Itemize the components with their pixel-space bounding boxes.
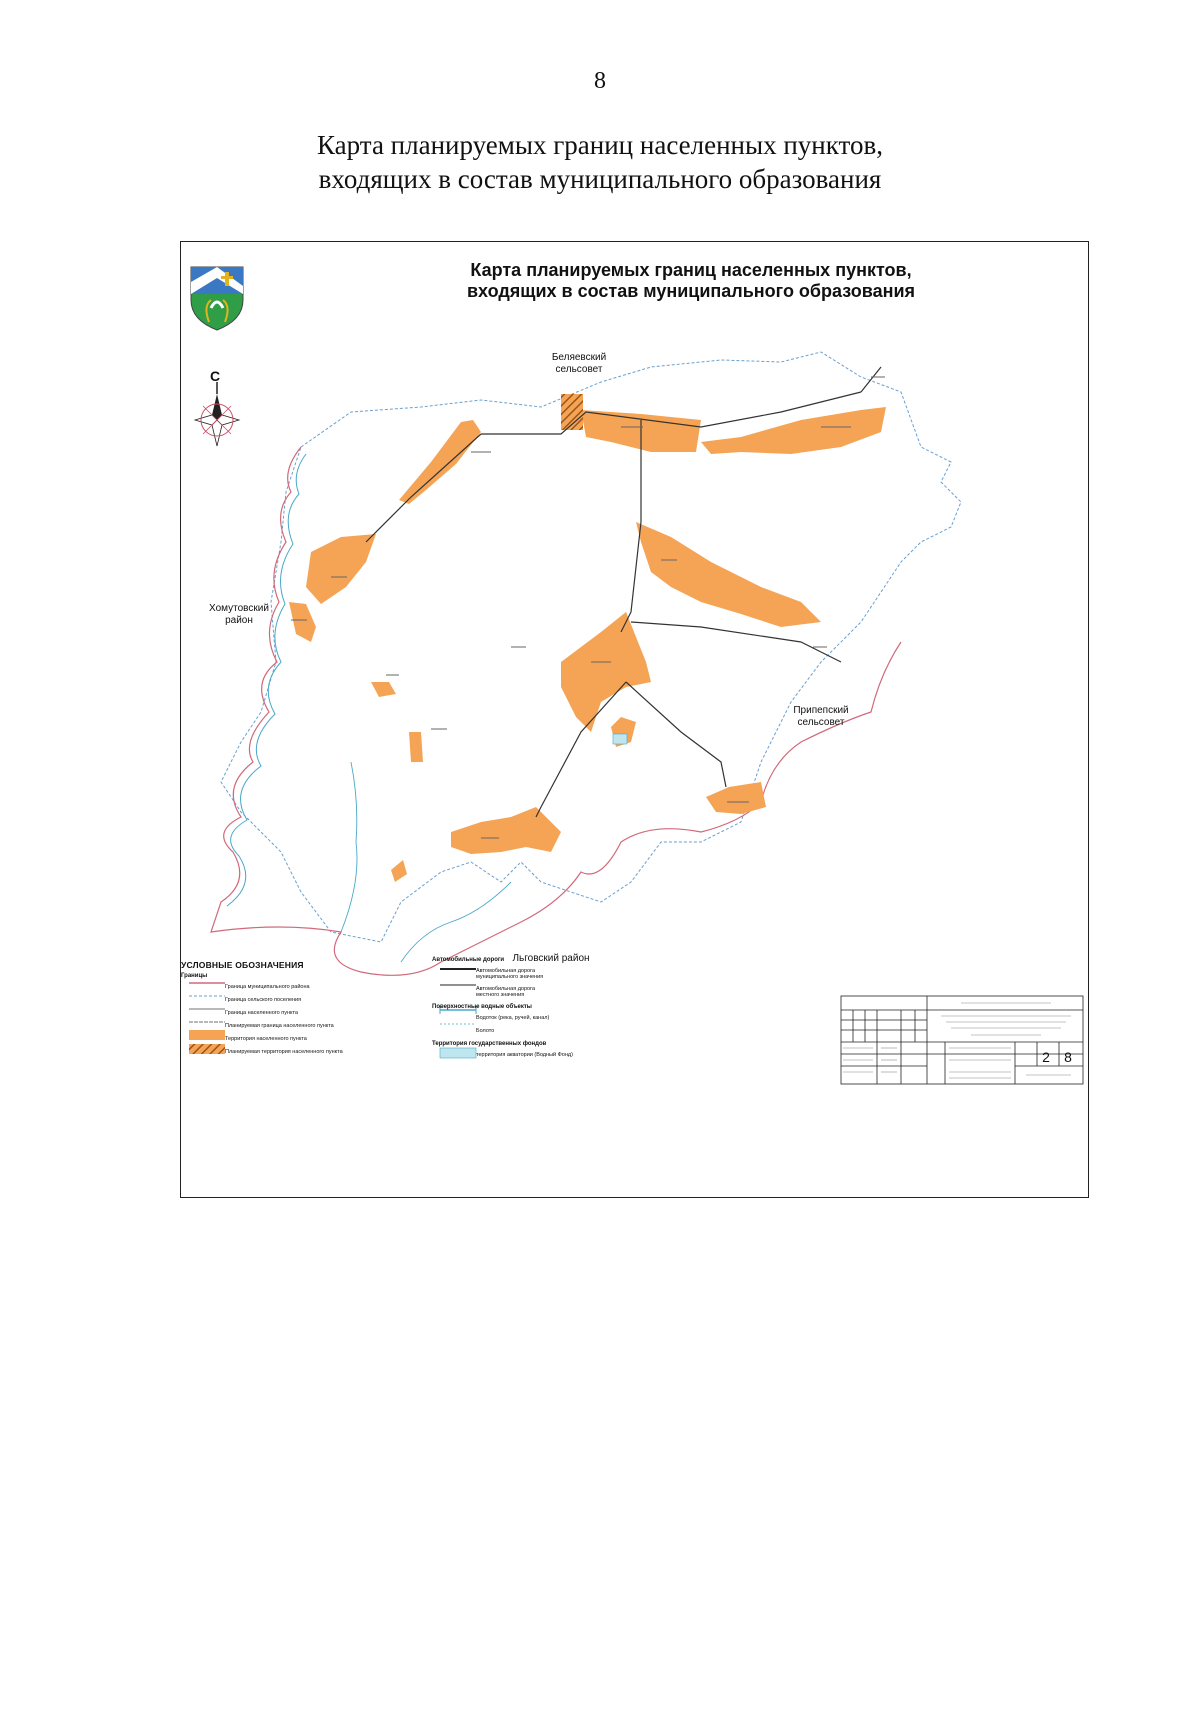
- legend-item-settlement-territory: [181, 1033, 421, 1046]
- coat-of-arms-icon: [191, 267, 243, 330]
- settlement-west-small: [289, 602, 316, 642]
- legend-item-local-road: [432, 983, 652, 1001]
- legend-label: Водоток (река, ручей, канал): [476, 1015, 550, 1022]
- stream-south: [401, 882, 511, 962]
- map-title: [361, 260, 1021, 302]
- legend-item-swamp: [432, 1025, 652, 1038]
- legend-label: Планируемая граница населенного пункта: [225, 1023, 334, 1030]
- stream: [341, 762, 357, 932]
- legend-label: территория акватории (Водный Фонд): [476, 1052, 573, 1059]
- road-east: [631, 622, 821, 652]
- title-block-sheets-total: 8: [1064, 1049, 1072, 1065]
- map-title-line-1: Карта планируемых границ населенных пунктов,: [470, 260, 912, 280]
- page-title-line-1: Карта планируемых границ населенных пунктов,: [317, 130, 883, 160]
- settlement-territories: [289, 407, 886, 882]
- legend-water-title: Поверхностные водные объекты: [432, 1004, 532, 1010]
- settlement-south-small: [391, 860, 407, 882]
- legend-label: Планируемая территория населенного пункта: [225, 1049, 343, 1056]
- label-belyaevsky-line-2: сельсовет: [555, 364, 603, 375]
- road-south-east: [626, 682, 726, 787]
- legend-column-2: [432, 954, 652, 1062]
- river: [227, 454, 306, 906]
- legend-label: Граница сельского поселения: [225, 997, 302, 1004]
- compass-rose-icon: [195, 382, 239, 446]
- legend-item-water-fund: [432, 1049, 652, 1062]
- pond: [613, 734, 627, 744]
- legend-label: Граница муниципального района: [225, 984, 310, 991]
- settlement-small-1: [371, 682, 396, 697]
- north-label: С: [210, 368, 221, 384]
- legend-label: Автомобильная дорога муниципального значения: [476, 967, 544, 980]
- settlement-north-east: [701, 407, 886, 454]
- title-block: [841, 996, 1083, 1084]
- legend-label: Граница населенного пункта: [225, 1010, 298, 1017]
- legend-reserve-title: Территория государственных фондов: [432, 1041, 547, 1047]
- road-north-east-link: [861, 367, 881, 392]
- label-belyaevsky: [539, 352, 619, 376]
- map-sheet: [180, 241, 1089, 1198]
- settlement-west: [306, 534, 376, 604]
- label-khomutovsky-line-1: Хомутовский: [209, 603, 269, 614]
- page-title-line-2: входящих в состав муниципального образования: [318, 164, 882, 194]
- road-east-link: [821, 652, 841, 662]
- legend-label: Болото: [476, 1028, 495, 1035]
- settlement-south-east: [706, 782, 766, 814]
- title-block-sheet: 2: [1042, 1049, 1050, 1065]
- legend-item-settlement-boundary: [181, 1007, 421, 1020]
- settlement-north-west: [399, 420, 481, 504]
- label-lgovsky-text: Льговский район: [512, 953, 590, 964]
- legend-label: Территория населенного пункта: [225, 1036, 307, 1043]
- legend-heading: УСЛОВНЫЕ ОБОЗНАЧЕНИЯ: [181, 960, 304, 970]
- legend-item-watercourse: [432, 1012, 652, 1025]
- legend-boundaries-title: Границы: [181, 973, 208, 979]
- settlement-south: [451, 807, 561, 854]
- label-khomutovsky: [199, 603, 279, 627]
- settlement-central-north: [636, 522, 821, 627]
- label-belyaevsky-line-1: Беляевский: [551, 352, 607, 363]
- label-pripepsky: [781, 705, 861, 729]
- legend-item-municipal-road: [432, 965, 652, 983]
- map-title-line-2: входящих в состав муниципального образования: [466, 281, 916, 301]
- legend: [181, 960, 421, 1059]
- legend-item-council-boundary: [181, 994, 421, 1007]
- settlement-small-2: [409, 732, 423, 762]
- legend-label: Автомобильная дорога местного значения: [476, 985, 536, 998]
- legend-roads-title: Автомобильные дороги: [432, 957, 505, 963]
- page-title: [0, 128, 1200, 196]
- label-pripepsky-line-1: Припепский: [793, 705, 849, 716]
- page-number: 8: [594, 68, 606, 94]
- settlement-central: [561, 612, 651, 732]
- legend-item-district-boundary: [181, 981, 421, 994]
- legend-item-planned-boundary: [181, 1020, 421, 1033]
- label-pripepsky-line-2: сельсовет: [797, 717, 845, 728]
- legend-item-planned-territory: [181, 1046, 421, 1059]
- label-khomutovsky-line-2: район: [225, 615, 253, 626]
